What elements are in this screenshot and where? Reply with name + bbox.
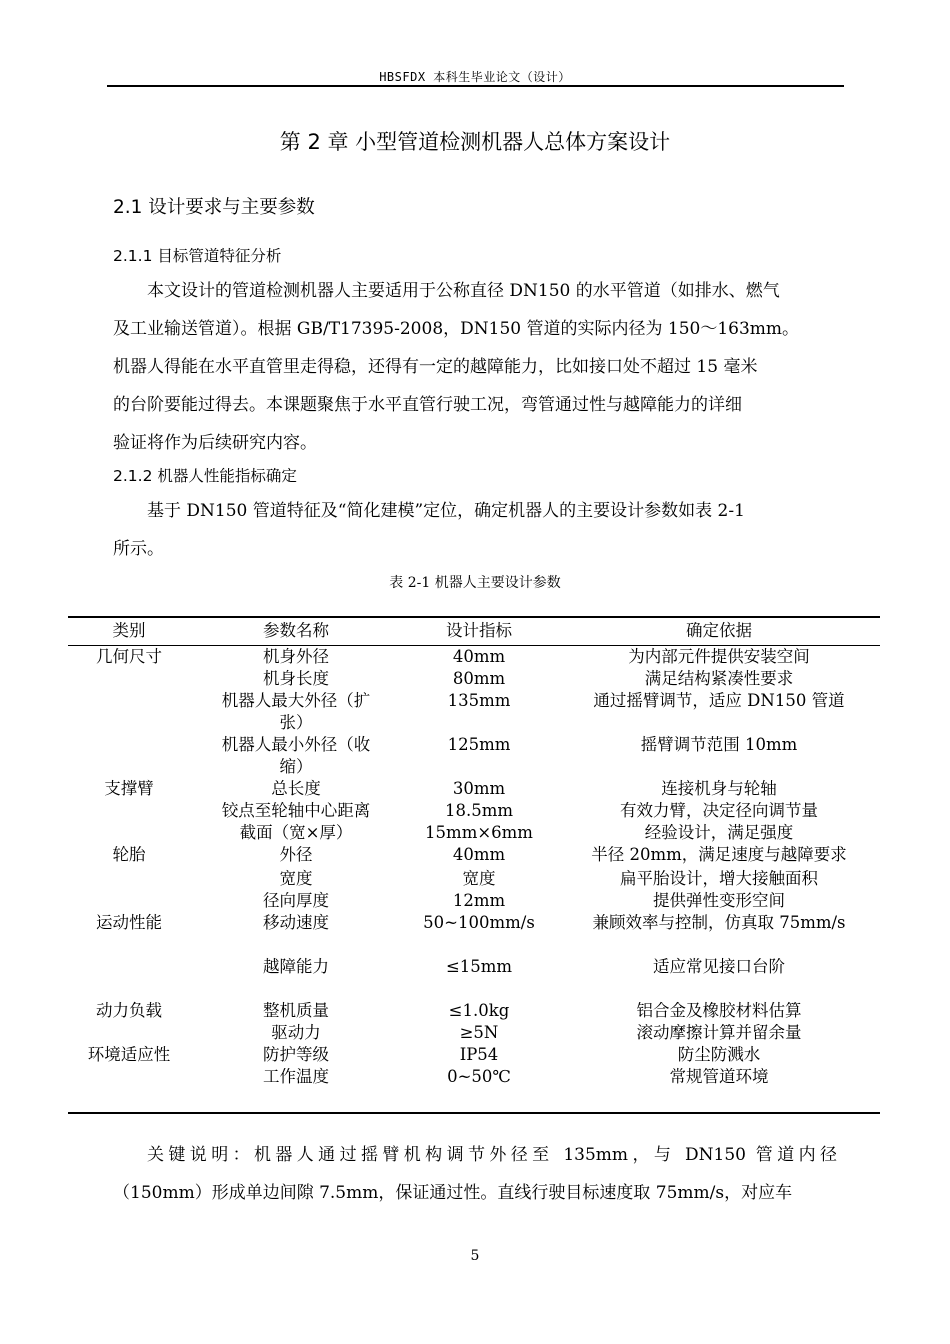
table-cell-value: 80mm [452,669,506,688]
paragraph-line: （150mm）形成单边间隙 7.5mm，保证通过性。直线行驶目标速度取 75mm/s，对应车 [113,1183,793,1203]
paragraph-2 [113,492,837,568]
parameter-line: 径向厚度 [263,891,329,910]
table-cell-basis: 连接机身与轮轴 [661,779,777,798]
running-header: HBSFDX 本科生毕业论文（设计） [379,70,571,84]
table-top-rule [68,616,880,618]
paragraph-line: 所示。 [113,539,164,559]
table-cell-category: 运动性能 [96,913,162,932]
table-header-cell: 设计指标 [446,621,512,640]
table-cell-category: 动力负载 [96,1001,162,1020]
table-cell-parameter [196,890,396,912]
table-cell-value: 18.5mm [444,801,514,820]
table-cell-value: 40mm [452,845,506,864]
table-cell-parameter [196,1022,396,1044]
table-cell-basis: 扁平胎设计，增大接触面积 [620,869,818,888]
table-cell-value: IP54 [459,1045,499,1064]
table-header-cell: 类别 [112,621,146,640]
table-cell-category: 环境适应性 [87,1045,171,1064]
table-cell-value: 15mm×6mm [425,823,533,842]
parameter-line: 工作温度 [263,1067,329,1086]
paragraph-line: 关键说明：机器人通过摇臂机构调节外径至 135mm，与 DN150 管道内径 [147,1145,837,1165]
parameter-line: 机器人最大外径（扩 [221,691,371,710]
table-cell-parameter [196,1044,396,1066]
table-bottom-rule [68,1112,880,1114]
parameter-line: 整机质量 [263,1001,329,1020]
table-cell-basis: 铝合金及橡胶材料估算 [636,1001,802,1020]
table-header-cell: 参数名称 [263,621,329,640]
table-cell-basis: 适应常见接口台阶 [653,957,785,976]
table-cell-value: 宽度 [462,869,496,888]
table-cell-basis: 满足结构紧凑性要求 [644,669,794,688]
table-cell-value: 30mm [452,779,506,798]
parameter-line: 驱动力 [271,1023,321,1042]
table-cell-basis: 防尘防溅水 [677,1045,761,1064]
parameter-line: 缩） [279,757,313,776]
paragraph-line: 机器人得能在水平直管里走得稳，还得有一定的越障能力，比如接口处不超过 15 毫米 [113,357,758,377]
table-cell-value: 125mm [447,735,511,754]
table-cell-parameter [196,844,396,866]
table-cell-parameter [196,800,396,822]
table-cell-basis: 摇臂调节范围 10mm [640,735,798,754]
parameter-line: 机身外径 [263,647,329,666]
table-cell-parameter [196,1066,396,1088]
table-cell-parameter [196,868,396,890]
table-cell-value: ≤1.0kg [448,1001,510,1020]
table-cell-value: ≥5N [459,1023,499,1042]
table-cell-parameter [196,668,396,690]
table-cell-parameter [196,690,396,734]
parameter-line: 防护等级 [263,1045,329,1064]
table-cell-parameter [196,1000,396,1022]
table-cell-parameter [196,912,396,934]
table-cell-basis: 兼顾效率与控制，仿真取 75mm/s [592,913,846,932]
paragraph-1 [113,272,837,462]
parameter-line: 宽度 [279,869,313,888]
paragraph-line: 本文设计的管道检测机器人主要适用于公称直径 DN150 的水平管道（如排水、燃气 [147,281,780,301]
table-cell-basis: 经验设计，满足强度 [644,823,794,842]
subsection-title-1: 2.1.1 目标管道特征分析 [113,247,282,265]
table-cell-parameter [196,778,396,800]
table-cell-value: 40mm [452,647,506,666]
table-cell-parameter [196,822,396,844]
parameter-line: 总长度 [271,779,321,798]
table-cell-basis: 通过摇臂调节，适应 DN150 管道 [593,691,845,710]
table-cell-category: 轮胎 [112,845,146,864]
table-header-cell: 确定依据 [686,621,752,640]
parameter-line: 移动速度 [263,913,329,932]
parameter-line: 机身长度 [263,669,329,688]
table-cell-basis: 半径 20mm，满足速度与越障要求 [591,845,847,864]
table-cell-parameter [196,646,396,668]
page-number: 5 [470,1248,480,1264]
subsection-title-2: 2.1.2 机器人性能指标确定 [113,467,297,485]
parameter-line: 铰点至轮轴中心距离 [221,801,371,820]
parameter-line: 机器人最小外径（收 [221,735,371,754]
table-cell-category: 几何尺寸 [96,647,162,666]
table-cell-basis: 滚动摩擦计算并留余量 [636,1023,802,1042]
paragraph-line: 验证将作为后续研究内容。 [113,433,317,453]
table-cell-basis: 有效力臂，决定径向调节量 [620,801,818,820]
paragraph-line: 及工业输送管道）。根据 GB/T17395-2008，DN150 管道的实际内径为 150～163mm。 [113,319,800,339]
parameter-line: 截面（宽×厚） [239,823,353,842]
table-cell-parameter [196,734,396,778]
table-cell-parameter [196,956,396,978]
table-cell-basis: 提供弹性变形空间 [653,891,785,910]
paragraph-line: 基于 DN150 管道特征及“简化建模”定位，确定机器人的主要设计参数如表 2-1 [147,501,745,521]
table-cell-value: 0~50℃ [447,1067,511,1086]
table-cell-basis: 常规管道环境 [669,1067,769,1086]
table-cell-value: 50~100mm/s [423,913,535,932]
table-cell-value: ≤15mm [445,957,513,976]
table-cell-value: 135mm [447,691,511,710]
parameter-line: 张） [279,713,313,732]
parameter-line: 越障能力 [263,957,329,976]
table-caption: 表 2-1 机器人主要设计参数 [389,575,561,591]
section-title: 2.1 设计要求与主要参数 [113,197,315,218]
header-rule [107,85,844,87]
chapter-title: 第 2 章 小型管道检测机器人总体方案设计 [279,130,671,154]
paragraph-line: 的台阶要能过得去。本课题聚焦于水平直管行驶工况，弯管通过性与越障能力的详细 [113,395,742,415]
table-cell-category: 支撑臂 [104,779,154,798]
parameter-line: 外径 [279,845,313,864]
table-cell-value: 12mm [452,891,506,910]
table-cell-basis: 为内部元件提供安装空间 [628,647,810,666]
paragraph-3 [113,1136,837,1212]
